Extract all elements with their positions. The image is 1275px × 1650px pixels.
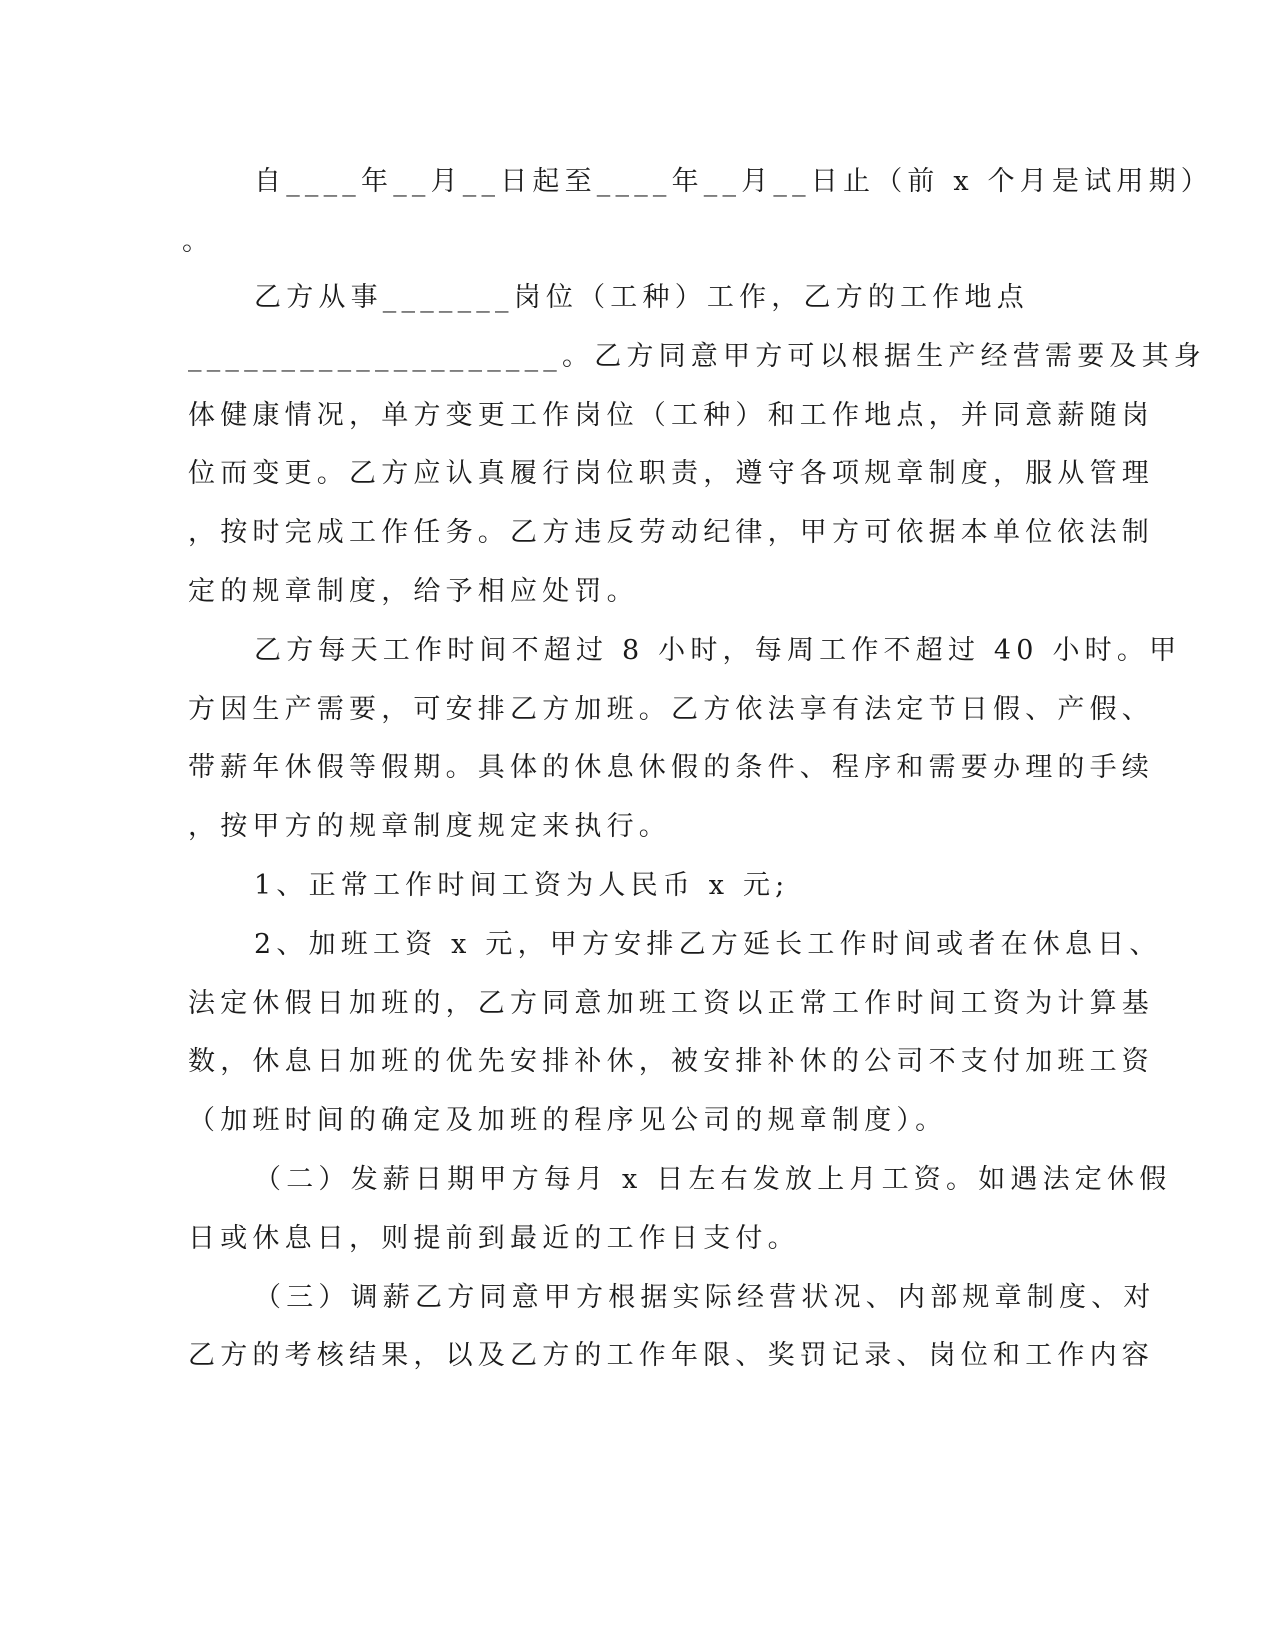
text-line: 乙方从事_______岗位（工种）工作，乙方的工作地点 — [254, 282, 1029, 313]
text-line: 1、正常工作时间工资为人民币 x 元; — [254, 870, 790, 901]
text-line: （二）发薪日期甲方每月 x 日左右发放上月工资。如遇法定休假 — [254, 1164, 1172, 1195]
text-line: 带薪年休假等假期。具体的休息休假的条件、程序和需要办理的手续 — [188, 752, 1154, 783]
text-line: 位而变更。乙方应认真履行岗位职责，遵守各项规章制度，服从管理 — [188, 458, 1154, 489]
text-line: ____________________。乙方同意甲方可以根据生产经营需要及其身 — [188, 341, 1206, 372]
text-line: 乙方每天工作时间不超过 8 小时，每周工作不超过 40 小时。甲 — [254, 635, 1182, 666]
text-line: 。 — [182, 226, 215, 257]
text-line: 自____年__月__日起至____年__月__日止（前 x 个月是试用期） — [254, 166, 1213, 197]
text-line: （加班时间的确定及加班的程序见公司的规章制度）。 — [188, 1105, 948, 1136]
text-line: 定的规章制度，给予相应处罚。 — [188, 576, 639, 607]
text-line: ，按时完成工作任务。乙方违反劳动纪律，甲方可依据本单位依法制 — [188, 517, 1154, 548]
text-line: （三）调薪乙方同意甲方根据实际经营状况、内部规章制度、对 — [254, 1282, 1156, 1313]
text-line: 数，休息日加班的优先安排补休，被安排补休的公司不支付加班工资 — [188, 1046, 1154, 1077]
text-line: 法定休假日加班的，乙方同意加班工资以正常工作时间工资为计算基 — [188, 988, 1154, 1019]
text-line: ，按甲方的规章制度规定来执行。 — [188, 811, 671, 842]
text-line: 日或休息日，则提前到最近的工作日支付。 — [188, 1223, 800, 1254]
text-line: 乙方的考核结果，以及乙方的工作年限、奖罚记录、岗位和工作内容 — [188, 1340, 1154, 1371]
text-line: 方因生产需要，可安排乙方加班。乙方依法享有法定节日假、产假、 — [188, 694, 1154, 725]
text-line: 体健康情况，单方变更工作岗位（工种）和工作地点，并同意薪随岗 — [188, 400, 1154, 431]
text-line: 2、加班工资 x 元，甲方安排乙方延长工作时间或者在休息日、 — [254, 929, 1162, 960]
